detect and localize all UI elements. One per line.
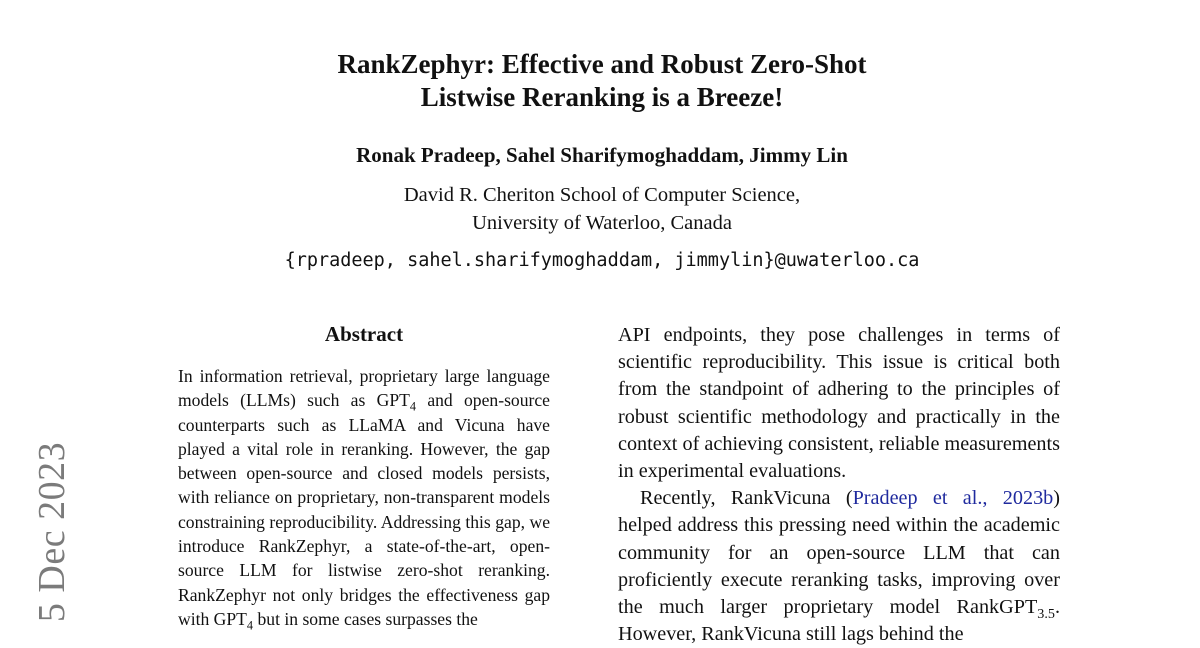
para2-text-2: ) helped address this pressing need within the academic community for an open-source LLM that can proficiently execute reranking tasks, improving over the much larger proprietary model RankGPT	[618, 487, 1060, 619]
citation-link[interactable]: Pradeep et al., 2023b	[852, 487, 1054, 510]
affiliation-line-1: David R. Cheriton School of Computer Science,	[403, 184, 801, 206]
intro-column	[618, 322, 1060, 648]
arxiv-date: 5 Dec 2023	[31, 441, 73, 623]
title-line-2: Listwise Reranking is a Breeze!	[420, 82, 784, 112]
author-emails: {rpradeep, sahel.sharifymoghaddam, jimmylin}@uwaterloo.ca	[284, 250, 920, 271]
abstract-text-3: but in some cases surpasses the	[253, 608, 478, 629]
intro-paragraph-1: API endpoints, they pose challenges in terms of scientific reproducibility. This issue is critical both from the standpoint of adhering to the principles of robust scientific methodology and practically in the context of achieving consistent, reliable measurements in experimental evaluations.	[618, 324, 1060, 483]
subscript-gpt35: 3.5	[1037, 606, 1055, 623]
arxiv-side-stamp	[28, 436, 76, 628]
para2-text-1: Recently, RankVicuna (	[640, 487, 853, 510]
abstract-text-1: In information retrieval, proprietary large language models (LLMs) such as GPT	[178, 366, 550, 411]
affiliation	[200, 181, 1004, 237]
title-line-1: RankZephyr: Effective and Robust Zero-Shot	[337, 49, 867, 79]
author-list: Ronak Pradeep, Sahel Sharifymoghaddam, Jimmy Lin	[356, 143, 848, 167]
subscript-gpt4-2: 4	[246, 618, 254, 633]
abstract-body	[178, 364, 550, 631]
para2-text-3: . However, RankVicuna still lags behind the	[618, 596, 1060, 646]
subscript-gpt4-1: 4	[409, 399, 417, 414]
affiliation-line-2: University of Waterloo, Canada	[472, 212, 732, 234]
paper-title	[200, 48, 1004, 114]
intro-paragraph-2	[618, 485, 1060, 648]
abstract-heading: Abstract	[324, 322, 404, 346]
abstract-text-2: and open-source counterparts such as LLaMA and Vicuna have played a vital role in reranking. However, the gap between open-source and closed models persists, with reliance on proprietary, non-transparent models constraining reproducibility. Addressing this gap, we introduce RankZephyr, a state-of-the-art, open-source LLM for listwise zero-shot reranking. RankZephyr not only bridges the effectiveness gap with GPT	[178, 390, 550, 629]
